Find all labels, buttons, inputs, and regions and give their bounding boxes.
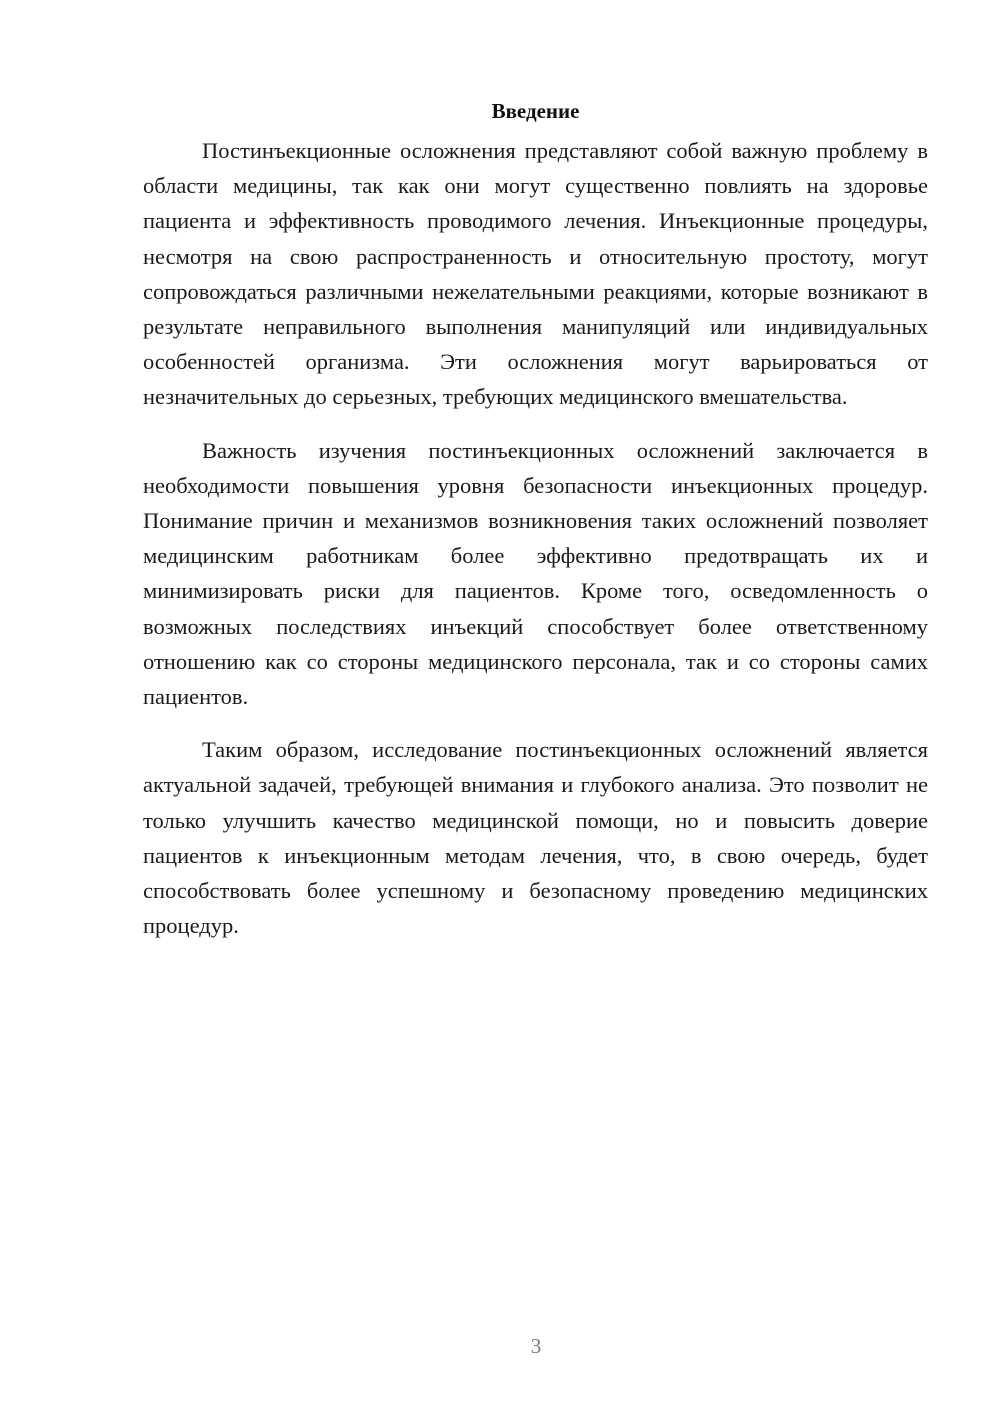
page-number: 3 [530, 1334, 542, 1358]
section-title: Введение [491, 99, 580, 123]
document-body [143, 96, 928, 961]
paragraph-1: Постинъекционные осложнения представляют собой важную проблему в области медицины, так как они могут существенно повлиять на здоровье пациента и эффективность проводимого лечения. Инъекционные процедуры, несмотря на свою распространенность и относительную простоту, могут сопровождаться различными нежелательными реакциями, которые возникают в результате неправильного выполнения манипуляций или индивидуальных особенностей организма. Эти осложнения могут варьироваться от незначительных до серьезных, требующих медицинского вмешательства. [143, 138, 928, 410]
paragraph-3: Таким образом, исследование постинъекционных осложнений является актуальной задачей, требующей внимания и глубокого анализа. Это позволит не только улучшить качество медицинской помощи, но и повысить доверие пациентов к инъекционным методам лечения, что, в свою очередь, будет способствовать более успешному и безопасному проведению медицинских процедур. [143, 737, 928, 939]
paragraph-2: Важность изучения постинъекционных осложнений заключается в необходимости повышения уровня безопасности инъекционных процедур. Понимание причин и механизмов возникновения таких осложнений позволяет медицинским работникам более эффективно предотвращать их и минимизировать риски для пациентов. Кроме того, осведомленность о возможных последствиях инъекций способствует более ответственному отношению как со стороны медицинского персонала, так и со стороны самих пациентов. [143, 437, 928, 710]
